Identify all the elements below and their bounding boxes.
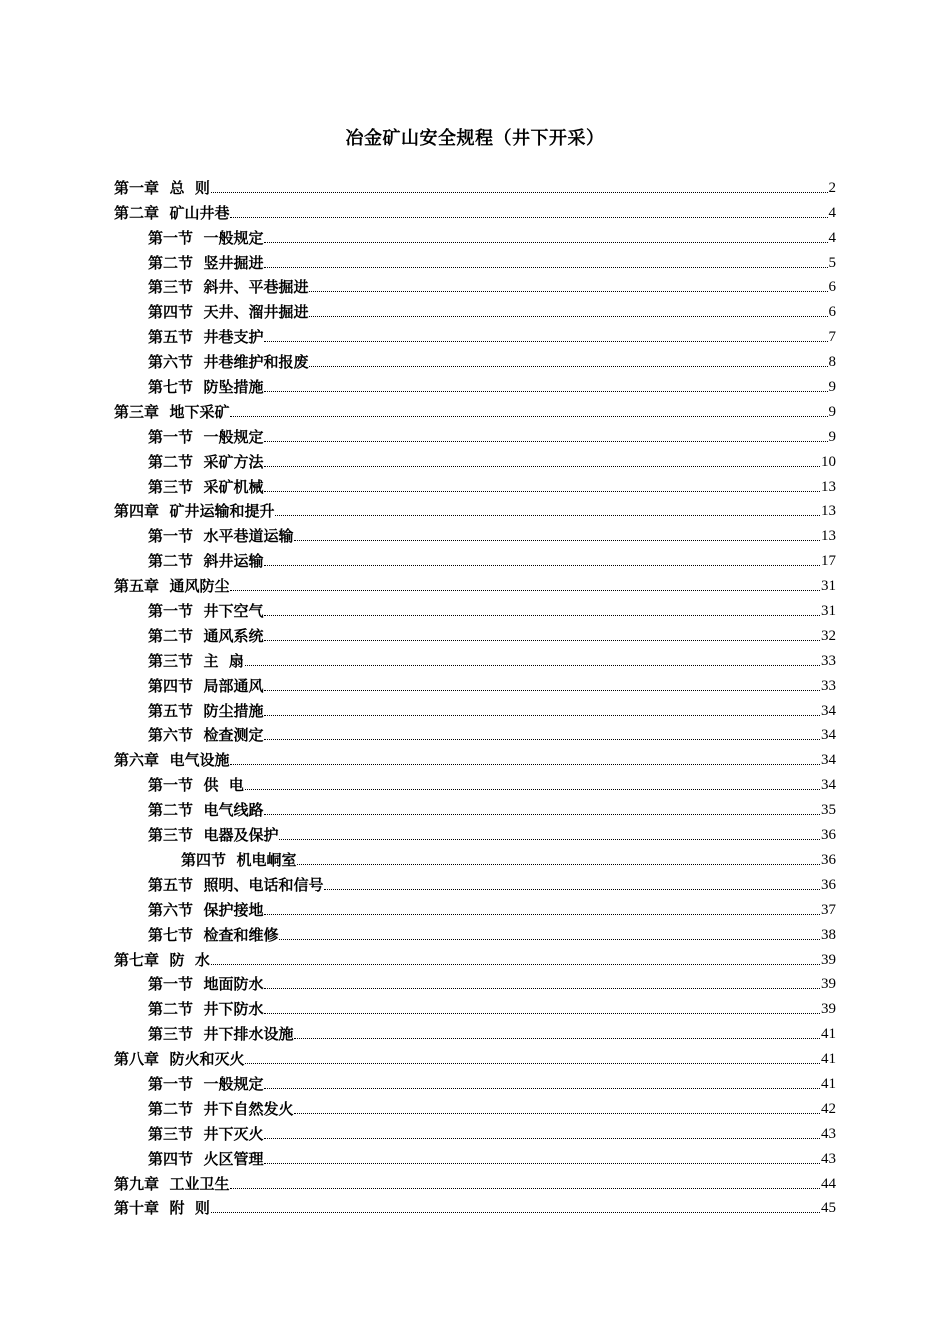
toc-entry-label: 第一节 井下空气 — [148, 602, 264, 621]
toc-entry-label: 第四节 火区管理 — [148, 1149, 264, 1168]
toc-page-number: 42 — [821, 1100, 836, 1117]
toc-entry-label: 第二节 斜井运输 — [148, 552, 264, 571]
toc-page-number: 4 — [828, 229, 836, 246]
toc-dot-leader — [309, 290, 827, 292]
toc-dot-leader — [294, 539, 820, 541]
toc-entry-label: 第二节 竖井掘进 — [148, 253, 264, 272]
toc-entry-label: 第六节 检查测定 — [148, 726, 264, 745]
toc-page-number: 43 — [821, 1150, 836, 1167]
toc-entry-label: 第四节 局部通风 — [148, 676, 264, 695]
toc-page-number: 8 — [828, 354, 836, 371]
toc-page-number: 31 — [821, 603, 836, 620]
toc-entry-label: 第二节 井下自然发火 — [148, 1099, 294, 1118]
toc-page-number: 33 — [821, 652, 836, 669]
toc-page-number: 34 — [821, 752, 836, 769]
toc-dot-leader — [264, 614, 820, 616]
toc-chapter-entry[interactable] — [114, 1168, 836, 1193]
toc-page-number: 36 — [821, 827, 836, 844]
toc-entry-label: 第一节 一般规定 — [148, 1074, 264, 1093]
toc-section-entry[interactable] — [114, 769, 836, 794]
toc-entry-label: 第二节 采矿方法 — [148, 452, 264, 471]
toc-chapter-entry[interactable] — [114, 1043, 836, 1068]
toc-entry-label: 第四节 天井、溜井掘进 — [148, 303, 309, 322]
toc-chapter-entry[interactable] — [114, 744, 836, 769]
table-of-contents — [114, 172, 836, 1217]
toc-entry-label: 第七节 防坠措施 — [148, 378, 264, 397]
toc-section-entry[interactable] — [114, 993, 836, 1018]
toc-dot-leader — [309, 315, 827, 317]
toc-page-number: 41 — [821, 1075, 836, 1092]
toc-page-number: 2 — [828, 179, 836, 196]
toc-section-entry[interactable] — [114, 969, 836, 994]
toc-chapter-entry[interactable] — [114, 396, 836, 421]
toc-section-entry[interactable] — [114, 670, 836, 695]
toc-page-number: 36 — [821, 851, 836, 868]
toc-section-entry[interactable] — [114, 794, 836, 819]
toc-page-number: 10 — [821, 453, 836, 470]
toc-section-entry[interactable] — [114, 520, 836, 545]
toc-dot-leader — [264, 1137, 820, 1139]
toc-dot-leader — [264, 465, 820, 467]
toc-entry-label: 第一章 总 则 — [114, 178, 210, 197]
toc-dot-leader — [264, 1012, 820, 1014]
toc-entry-label: 第二节 井下防水 — [148, 1000, 264, 1019]
toc-dot-leader — [309, 365, 827, 367]
toc-entry-label: 第一节 地面防水 — [148, 975, 264, 994]
toc-dot-leader — [264, 714, 820, 716]
toc-section-entry[interactable] — [114, 1093, 836, 1118]
toc-dot-leader — [211, 1211, 820, 1213]
toc-entry-label: 第六章 电气设施 — [114, 751, 230, 770]
toc-page-number: 7 — [828, 329, 836, 346]
toc-section-entry[interactable] — [114, 421, 836, 446]
toc-page-number: 9 — [828, 428, 836, 445]
toc-dot-leader — [294, 1112, 820, 1114]
toc-page-number: 41 — [821, 1026, 836, 1043]
toc-dot-leader — [264, 689, 820, 691]
toc-section-entry[interactable] — [114, 1143, 836, 1168]
toc-page-number: 34 — [821, 702, 836, 719]
toc-dot-leader — [264, 913, 820, 915]
toc-entry-label: 第一节 一般规定 — [148, 427, 264, 446]
toc-section-entry[interactable] — [114, 819, 836, 844]
toc-dot-leader — [264, 490, 820, 492]
toc-section-entry[interactable] — [114, 919, 836, 944]
toc-page-number: 33 — [821, 677, 836, 694]
toc-page-number: 6 — [828, 304, 836, 321]
toc-page-number: 13 — [821, 503, 836, 520]
toc-dot-leader — [275, 514, 820, 516]
toc-dot-leader — [245, 788, 820, 790]
toc-dot-leader — [211, 963, 820, 965]
toc-entry-label: 第七节 检查和维修 — [148, 925, 279, 944]
toc-page-number: 13 — [821, 528, 836, 545]
toc-dot-leader — [279, 838, 820, 840]
toc-entry-label: 第七章 防 水 — [114, 950, 210, 969]
toc-dot-leader — [264, 440, 827, 442]
toc-section-entry[interactable] — [114, 894, 836, 919]
toc-page-number: 34 — [821, 777, 836, 794]
toc-entry-label: 第三节 井下排水设施 — [148, 1025, 294, 1044]
toc-dot-leader — [264, 813, 820, 815]
toc-section-entry[interactable] — [114, 595, 836, 620]
toc-page-number: 38 — [821, 926, 836, 943]
toc-entry-label: 第五章 通风防尘 — [114, 577, 230, 596]
toc-section-entry[interactable] — [114, 371, 836, 396]
toc-chapter-entry[interactable] — [114, 172, 836, 197]
toc-page-number: 45 — [821, 1200, 836, 1217]
toc-entry-label: 第二节 通风系统 — [148, 626, 264, 645]
toc-chapter-entry[interactable] — [114, 570, 836, 595]
toc-section-entry[interactable] — [114, 545, 836, 570]
toc-dot-leader — [264, 1087, 820, 1089]
toc-entry-label: 第三章 地下采矿 — [114, 402, 230, 421]
toc-entry-label: 第三节 主 扇 — [148, 651, 244, 670]
toc-page-number: 6 — [828, 279, 836, 296]
toc-dot-leader — [245, 664, 820, 666]
toc-chapter-entry[interactable] — [114, 496, 836, 521]
toc-entry-label: 第二节 电气线路 — [148, 801, 264, 820]
toc-dot-leader — [230, 589, 820, 591]
toc-page-number: 39 — [821, 1001, 836, 1018]
toc-page-number: 41 — [821, 1051, 836, 1068]
toc-section-entry[interactable] — [114, 1068, 836, 1093]
toc-page-number: 31 — [821, 578, 836, 595]
toc-section-entry[interactable] — [114, 222, 836, 247]
toc-page-number: 17 — [821, 553, 836, 570]
toc-section-entry[interactable] — [114, 247, 836, 272]
toc-entry-label: 第六节 井巷维护和报废 — [148, 353, 309, 372]
toc-page-number: 32 — [821, 627, 836, 644]
toc-entry-label: 第三节 采矿机械 — [148, 477, 264, 496]
toc-entry-label: 第四章 矿井运输和提升 — [114, 502, 275, 521]
toc-entry-label: 第二章 矿山井巷 — [114, 203, 230, 222]
toc-dot-leader — [294, 1037, 820, 1039]
toc-page-number: 35 — [821, 802, 836, 819]
toc-section-entry[interactable] — [114, 346, 836, 371]
toc-section-entry[interactable] — [114, 844, 836, 869]
toc-dot-leader — [297, 863, 820, 865]
toc-dot-leader — [279, 938, 820, 940]
toc-entry-label: 第六节 保护接地 — [148, 900, 264, 919]
toc-entry-label: 第一节 一般规定 — [148, 228, 264, 247]
toc-entry-label: 第三节 斜井、平巷掘进 — [148, 278, 309, 297]
toc-page-number: 13 — [821, 478, 836, 495]
toc-page-number: 37 — [821, 901, 836, 918]
toc-entry-label: 第十章 附 则 — [114, 1199, 210, 1218]
toc-dot-leader — [264, 564, 820, 566]
toc-page-number: 43 — [821, 1125, 836, 1142]
toc-page-number: 36 — [821, 876, 836, 893]
toc-entry-label: 第五节 照明、电话和信号 — [148, 875, 324, 894]
toc-section-entry[interactable] — [114, 321, 836, 346]
toc-section-entry[interactable] — [114, 471, 836, 496]
toc-dot-leader — [230, 1187, 820, 1189]
toc-section-entry[interactable] — [114, 446, 836, 471]
toc-section-entry[interactable] — [114, 869, 836, 894]
toc-dot-leader — [324, 888, 820, 890]
toc-page-number: 34 — [821, 727, 836, 744]
toc-section-entry[interactable] — [114, 720, 836, 745]
toc-entry-label: 第三节 井下灭火 — [148, 1124, 264, 1143]
toc-page-number: 39 — [821, 976, 836, 993]
toc-page-number: 5 — [828, 254, 836, 271]
toc-entry-label: 第五节 井巷支护 — [148, 328, 264, 347]
toc-dot-leader — [264, 340, 827, 342]
toc-section-entry[interactable] — [114, 620, 836, 645]
toc-chapter-entry[interactable] — [114, 1193, 836, 1218]
toc-page-number: 44 — [821, 1175, 836, 1192]
toc-page-number: 9 — [828, 403, 836, 420]
toc-page-number: 9 — [828, 379, 836, 396]
toc-entry-label: 第九章 工业卫生 — [114, 1174, 230, 1193]
toc-entry-label: 第三节 电器及保护 — [148, 826, 279, 845]
toc-chapter-entry[interactable] — [114, 197, 836, 222]
toc-dot-leader — [264, 241, 827, 243]
toc-entry-label: 第八章 防火和灭火 — [114, 1050, 245, 1069]
toc-entry-label: 第一节 水平巷道运输 — [148, 527, 294, 546]
toc-entry-label: 第四节 机电峒室 — [181, 850, 297, 869]
toc-dot-leader — [264, 390, 827, 392]
toc-dot-leader — [264, 639, 820, 641]
toc-entry-label: 第一节 供 电 — [148, 776, 244, 795]
toc-dot-leader — [264, 266, 827, 268]
toc-dot-leader — [264, 1162, 820, 1164]
toc-dot-leader — [264, 987, 820, 989]
toc-section-entry[interactable] — [114, 695, 836, 720]
toc-section-entry[interactable] — [114, 645, 836, 670]
toc-dot-leader — [211, 191, 828, 193]
toc-section-entry[interactable] — [114, 272, 836, 297]
toc-section-entry[interactable] — [114, 296, 836, 321]
toc-dot-leader — [230, 763, 820, 765]
toc-section-entry[interactable] — [114, 1118, 836, 1143]
toc-chapter-entry[interactable] — [114, 944, 836, 969]
toc-section-entry[interactable] — [114, 1018, 836, 1043]
toc-page-number: 4 — [828, 204, 836, 221]
toc-dot-leader — [230, 415, 827, 417]
toc-page-number: 39 — [821, 951, 836, 968]
toc-entry-label: 第五节 防尘措施 — [148, 701, 264, 720]
document-title: 冶金矿山安全规程（井下开采） — [345, 128, 605, 149]
toc-dot-leader — [230, 216, 827, 218]
toc-dot-leader — [245, 1062, 820, 1064]
toc-dot-leader — [264, 738, 820, 740]
